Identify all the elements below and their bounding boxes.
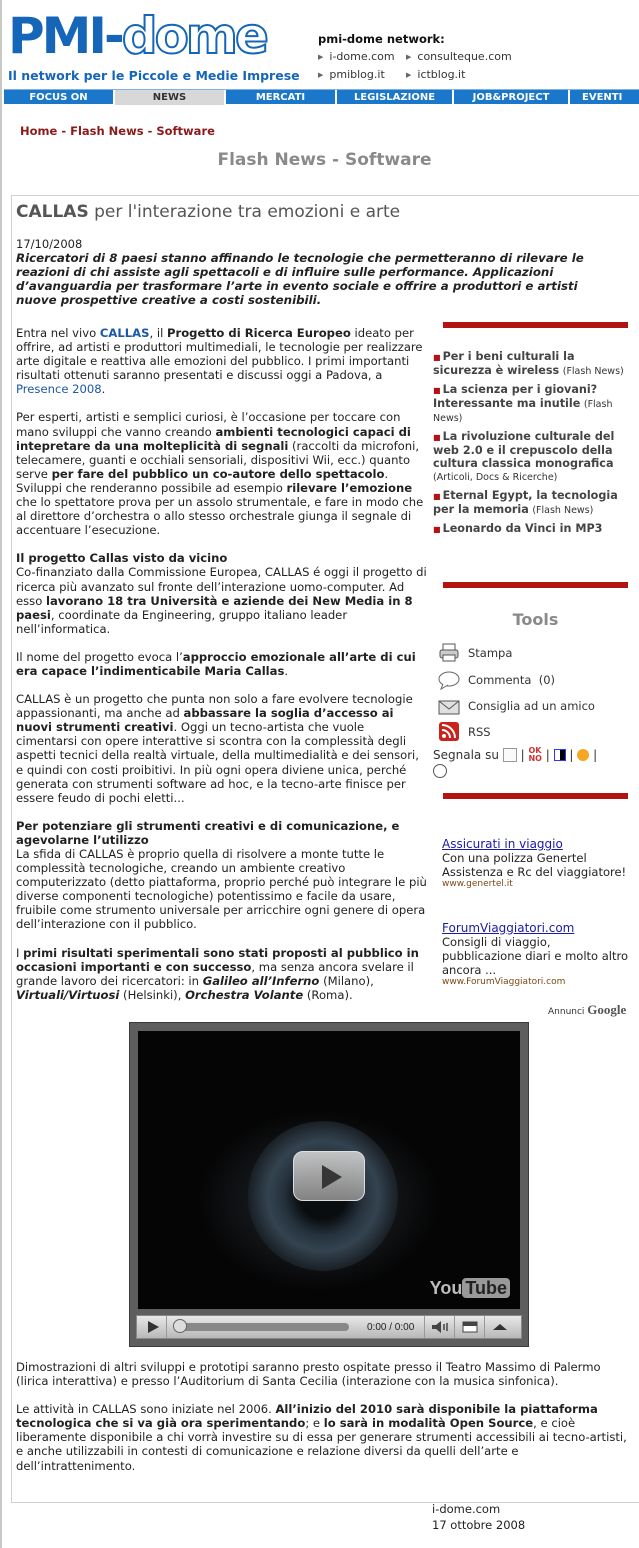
nav-news[interactable]: NEWS <box>115 90 226 105</box>
fullscreen-icon[interactable] <box>484 1316 514 1338</box>
nav-job-project[interactable]: JOB&PROJECT <box>454 90 570 105</box>
article-paragraph: Per esperti, artisti e semplici curiosi, è l’occasione per toccare con mano sviluppi che vanno creando ambienti tecnologici capaci di intepretare da una molteplicità di segnali (raccolti da microfoni, telecamere, guanti e occhiali sensoriali, dispositivi Wii, ecc.) quanto serve per fare del pubblico un co-autore dello spettacolo. Sviluppi che renderanno possibile ad esempio rilevare l’emozione che lo spettatore prova per un assolo strumentale, e fare in modo che al direttore d’orchestra o allo stesso orchestrale giunga il segnale di accentuare l’esecuzione. <box>16 410 424 538</box>
breadcrumb-separator: - <box>57 124 71 138</box>
site-logo[interactable]: PMI-dome <box>8 7 266 65</box>
tool-rss[interactable]: RSS <box>438 722 491 742</box>
video-time: 0:00 / 0:00 <box>367 1321 415 1333</box>
comment-count: (0) <box>538 673 555 687</box>
sidebar-divider <box>443 322 628 328</box>
seek-bar[interactable] <box>179 1323 349 1331</box>
breadcrumb-separator: - <box>143 124 157 138</box>
ad-body: Con una polizza Genertel Assistenza e Rc del viaggiatore! <box>442 851 627 879</box>
rss-icon <box>438 722 460 742</box>
seek-handle[interactable] <box>173 1319 187 1333</box>
network-link-ictblog[interactable]: ▶ ictblog.it <box>406 68 465 81</box>
tool-consiglia[interactable]: Consiglia ad un amico <box>438 696 595 716</box>
nav-eventi[interactable]: EVENTI <box>582 92 623 103</box>
youtube-logo[interactable]: You Tube <box>430 1278 510 1299</box>
section-title: Flash News - Software <box>217 150 432 170</box>
source-date: 17 ottobre 2008 <box>432 1517 526 1532</box>
ad-title[interactable]: ForumViaggiatori.com <box>442 921 575 935</box>
article-paragraph: Entra nel vivo CALLAS, il Progetto di Ricerca Europeo ideato per offrire, ad artisti e produttori multimediali, le tecnologie per realizzare arte digitale e reattiva alle emozioni del pubblico. I primi importanti risultati ottenuti saranno presentati e discussi oggi a Padova, a Presence 2008. <box>16 326 423 397</box>
tool-stampa[interactable]: Stampa <box>438 643 512 663</box>
ads-by-google[interactable]: Annunci Google <box>548 1002 627 1017</box>
presence-2008-link[interactable]: Presence 2008 <box>16 382 102 397</box>
comment-bubble-icon <box>438 670 460 690</box>
tool-commenta[interactable]: Commenta (0) <box>438 670 555 690</box>
breadcrumb <box>20 124 215 138</box>
breadcrumb-software[interactable]: Software <box>156 124 215 138</box>
article-paragraph: Il progetto Callas visto da vicino Co-finanziato dalla Commissione Europea, CALLAS é oggi il progetto di ricerca più avanzato sul fronte dell’interazione uomo-computer. Ad esso lavorano 18 tra Università e aziende dei New Media in 8 paesi, coordinate da Engineering, gruppo italiano leader nell’informatica. <box>16 551 427 636</box>
reddit-icon[interactable] <box>433 764 447 778</box>
site-tagline: Il network per le Piccole e Medie Imprese <box>8 68 300 83</box>
related-news-item[interactable]: ■ La rivoluzione culturale del web 2.0 e il crepuscolo della cultura classica monografica (Articoli, Docs & Ricerche) <box>433 430 615 483</box>
article-subheading: Per potenziare gli strumenti creativi e di comunicazione, e agevolarne l’utilizzo <box>16 818 400 847</box>
left-border <box>0 0 2 1548</box>
ad-title[interactable]: Assicurati in viaggio <box>442 837 563 851</box>
related-news-item[interactable]: ■ Leonardo da Vinci in MP3 <box>433 522 603 535</box>
article-title: CALLAS per l'interazione tra emozioni e arte <box>16 202 401 222</box>
envelope-icon <box>438 696 460 716</box>
callas-link[interactable]: CALLAS <box>99 326 150 340</box>
article-paragraph: CALLAS è un progetto che punta non solo a fare evolvere tecnologie appassionanti, ma anche ad abbassare la soglia d’accesso ai nuovi strumenti creativi. Oggi un tecno-artista che vuole cimentarsi con opere interattive si scontra con la complessità degli aspetti tecnici della realtà virtuale, della multimedialità e dei sensori, e quindi con costi proibitivi. In più ogni opera diviene unica, perché generata con strumenti software ad hoc, e la tecno-arte finisce per essere feudo di pochi eletti... <box>16 692 419 805</box>
ad-block[interactable] <box>442 921 632 987</box>
video-controls <box>136 1315 522 1339</box>
segnala-su: Segnala su | OK NO | | | <box>433 746 598 763</box>
nav-legislazione[interactable]: LEGISLAZIONE <box>337 90 454 105</box>
ad-block[interactable] <box>442 837 632 889</box>
bookmark-icon[interactable] <box>503 748 517 762</box>
ad-url[interactable]: www.genertel.it <box>442 879 513 889</box>
breadcrumb-home[interactable]: Home <box>20 124 58 138</box>
related-news-item[interactable]: ■ La scienza per i giovani? Interessante ma inutile (Flash News) <box>433 383 613 424</box>
source-site: i-dome.com <box>432 1502 501 1516</box>
article-paragraph: Il nome del progetto evoca l’approccio emozionale all’arte di cui era capace l’indimenticabile Maria Callas. <box>16 649 416 678</box>
breadcrumb-flash-news[interactable]: Flash News <box>70 124 144 138</box>
delicious-icon[interactable] <box>554 749 566 761</box>
article-source <box>432 1502 525 1533</box>
article-paragraph: Le attività in CALLAS sono iniziate nel 2006. All’inizio del 2010 sarà disponibile la piattaforma tecnologica che si va già ora sperimentando; e lo sarà in modalità Open Source, e cioè liberamente disponibile a chi vorrà investire su di essa per generare strumenti accessibili ai tecno-artisti, e anche utilizzabili in contesti di comunicazione e relazione diversi da quelli dell’arte e dell’intrattenimento. <box>16 1402 627 1473</box>
tools-title: Tools <box>512 610 559 629</box>
main-nav <box>4 89 639 104</box>
article-subheading: Il progetto Callas visto da vicino <box>16 551 228 566</box>
related-news-list <box>433 350 625 541</box>
orange-share-icon[interactable] <box>577 749 589 761</box>
play-overlay-button[interactable] <box>293 1151 365 1201</box>
nav-focus-on[interactable]: FOCUS ON <box>4 90 115 105</box>
sidebar-divider <box>443 793 628 799</box>
network-title: pmi-dome network: <box>318 32 445 46</box>
article-body <box>16 326 428 1016</box>
article-date: 17/10/2008 <box>16 237 83 251</box>
ad-url[interactable]: www.ForumViaggiatori.com <box>442 977 566 987</box>
article-paragraph: I primi risultati sperimentali sono stati proposti al pubblico in occasioni importanti e con successo, ma senza ancora svelare il grande lavoro dei ricercatori: in Galileo all’Inferno (Milano), Virtuali/Virtuosi (Helsinki), Orchestra Volante (Roma). <box>16 945 419 1002</box>
related-news-item[interactable]: ■ Per i beni culturali la sicurezza è wireless (Flash News) <box>433 350 624 377</box>
nav-mercati[interactable]: MERCATI <box>226 90 337 105</box>
network-link-pmiblog[interactable]: ▶ pmiblog.it <box>318 68 385 81</box>
article-body-continued <box>16 1360 632 1487</box>
embed-icon[interactable] <box>454 1316 484 1338</box>
article-paragraph: Per potenziare gli strumenti creativi e di comunicazione, e agevolarne l’utilizzo La sfida di CALLAS è proprio quella di risolvere a monte tutte le complessità tecnologiche, creando un ambiente creativo computerizzato (detto piattaforma, proprio perché può integrare le più diverse componenti tecnologiche) potentissimo e facile da usare, fruibile come strumento universale per arricchire ogni genere di opera dell’interazione con il pubblico. <box>16 818 427 932</box>
okno-icon[interactable]: OK NO <box>528 746 542 763</box>
sidebar-divider <box>443 582 628 588</box>
network-link-consulteque[interactable]: ▶ consulteque.com <box>406 50 512 63</box>
network-link-i-dome[interactable]: ▶ i-dome.com <box>318 50 395 63</box>
ad-body: Consigli di viaggio, pubblicazione diari e molto altro ancora ... <box>442 935 628 977</box>
play-icon[interactable] <box>137 1316 167 1338</box>
youtube-video-player[interactable] <box>129 1022 529 1347</box>
related-news-item[interactable]: ■ Eternal Egypt, la tecnologia per la memoria (Flash News) <box>433 489 618 516</box>
printer-icon <box>438 643 460 663</box>
video-screen[interactable] <box>138 1031 520 1309</box>
article-lead: Ricercatori di 8 paesi stanno affinando le tecnologie che permetteranno di rilevare le reazioni di chi assiste agli spettacoli e di influire sulle performance. Applicazioni d’avanguardia per trasformare l’arte in evento sociale e offrire a produttori e artisti nuove prospettive creative a costi sostenibili. <box>16 251 584 307</box>
volume-icon[interactable] <box>424 1316 454 1338</box>
article-paragraph: Dimostrazioni di altri sviluppi e prototipi saranno presto ospitate presso il Teatro Massimo di Palermo (lirica interattiva) e presso l’Auditorium di Santa Cecilia (interazione con la musica sinfonica). <box>16 1360 601 1389</box>
